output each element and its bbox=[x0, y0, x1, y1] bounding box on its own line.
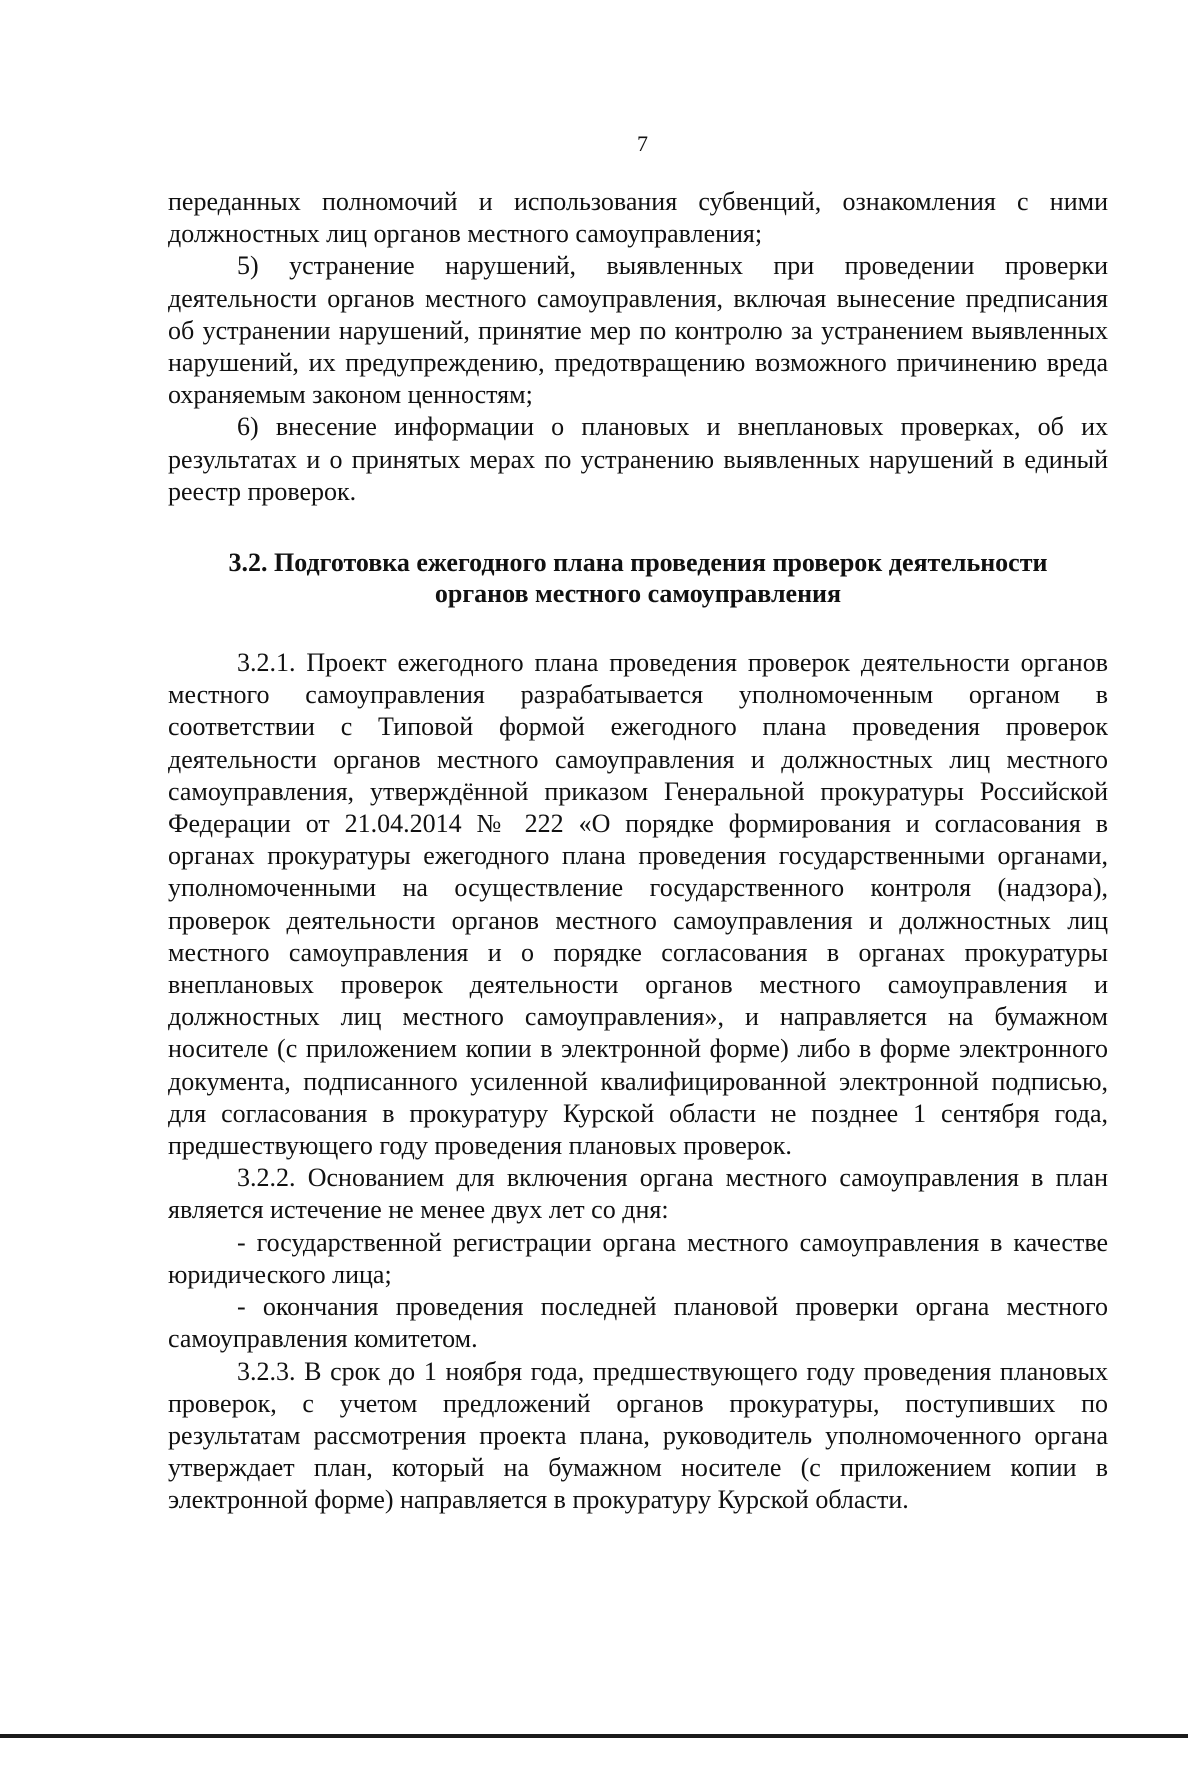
paragraph-continuation: переданных полномочий и использования субвенций, ознакомления с ними должностных лиц органов местного самоуправления; bbox=[168, 187, 1108, 249]
paragraph-3-2-2: 3.2.2. Основанием для включения органа местного самоуправления в план является истечение не менее двух лет со дня: bbox=[168, 1163, 1108, 1225]
list-item-last-inspection: - окончания проведения последней плановой проверки органа местного самоуправления комитетом. bbox=[168, 1292, 1108, 1354]
document-body bbox=[168, 186, 1108, 1517]
section-heading bbox=[168, 547, 1108, 609]
section-heading-line-2: органов местного самоуправления bbox=[434, 579, 842, 609]
page-number: 7 bbox=[637, 131, 648, 156]
section-heading-line-1: 3.2. Подготовка ежегодного плана проведения проверок деятельности bbox=[228, 548, 1048, 578]
paragraph-3-2-1: 3.2.1. Проект ежегодного плана проведения проверок деятельности органов местного самоуправления разрабатывается уполномоченным органом в соответствии с Типовой формой ежегодного плана проведения проверок деятельности органов местного самоуправления и должностных лиц местного самоуправления, утверждённой приказом Генеральной прокуратуры Российской Федерации от 21.04.2014 № 222 «О порядке формирования и согласования в органах прокуратуры ежегодного плана проведения государственными органами, уполномоченными на осуществление государственного контроля (надзора), проверок деятельности органов местного самоуправления и должностных лиц местного самоуправления и о порядке согласования в органах прокуратуры внеплановых проверок деятельности органов местного самоуправления и должностных лиц местного самоуправления», и направляется на бумажном носителе (с приложением копии в электронной форме) либо в форме электронного документа, подписанного усиленной квалифицированной электронной подписью, для согласования в прокуратуру Курской области не позднее 1 сентября года, предшествующего году проведения плановых проверок. bbox=[168, 648, 1108, 1161]
paragraph-3-2-3: 3.2.3. В срок до 1 ноября года, предшествующего году проведения плановых проверок, с учетом предложений органов прокуратуры, поступивших по результатам рассмотрения проекта плана, руководитель уполномоченного органа утверждает план, который на бумажном носителе (с приложением копии в электронной форме) направляется в прокуратуру Курской области. bbox=[168, 1356, 1108, 1515]
paragraph-item-5: 5) устранение нарушений, выявленных при проведении проверки деятельности органов местного самоуправления, включая вынесение предписания об устранении нарушений, принятие мер по контролю за устранением выявленных нарушений, их предупреждению, предотвращению возможного причинению вреда охраняемым законом ценностям; bbox=[168, 251, 1108, 410]
bottom-scan-line bbox=[0, 1734, 1188, 1738]
list-item-registration: - государственной регистрации органа местного самоуправления в качестве юридического лица; bbox=[168, 1227, 1108, 1289]
paragraph-item-6: 6) внесение информации о плановых и внеплановых проверках, об их результатах и о принятых мерах по устранению выявленных нарушений в единый реестр проверок. bbox=[168, 412, 1108, 506]
